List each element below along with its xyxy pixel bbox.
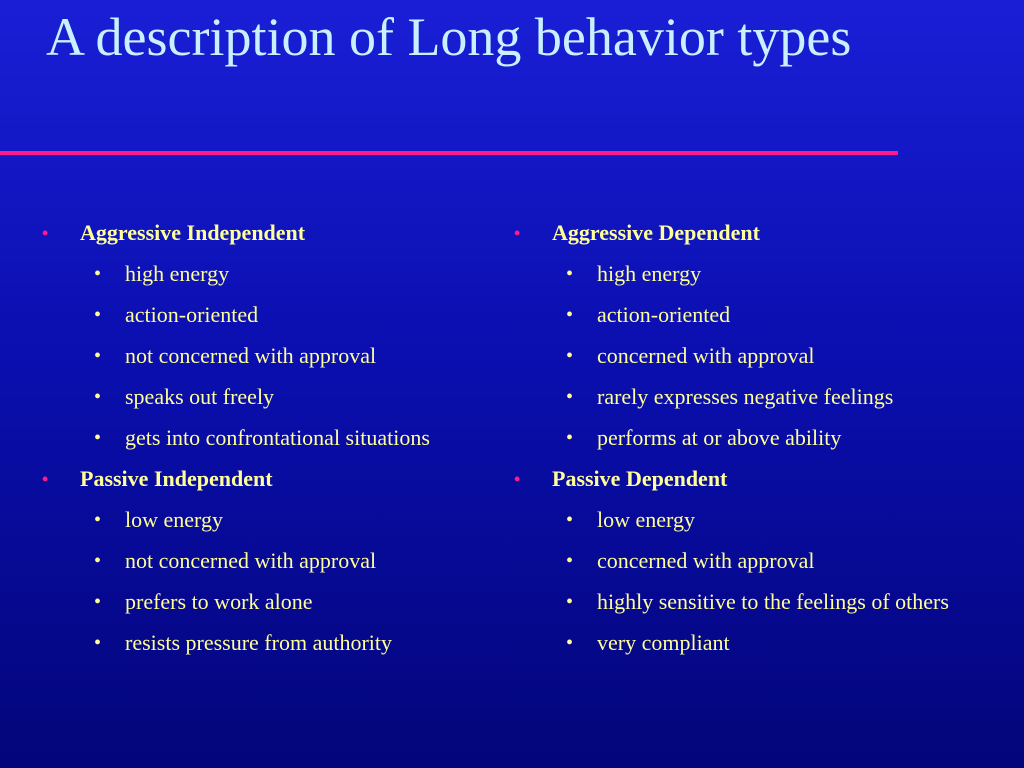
list-item-text: speaks out freely [125, 384, 275, 409]
list-item [42, 626, 482, 660]
list-item-text: not concerned with approval [125, 548, 377, 573]
list-item-text: low energy [597, 507, 695, 532]
bullet-icon: • [566, 304, 574, 326]
bullet-icon: • [94, 509, 102, 531]
list-item-text: action-oriented [125, 302, 259, 327]
list-item-text: concerned with approval [597, 548, 815, 573]
group-header [42, 462, 482, 503]
bullet-icon: • [94, 263, 102, 285]
group-header-label: Aggressive Independent [80, 220, 306, 245]
bullet-icon: • [94, 550, 102, 572]
bullet-icon: • [566, 509, 574, 531]
list-item [514, 380, 1004, 414]
bullet-icon: • [42, 469, 49, 489]
bullet-icon: • [566, 632, 574, 654]
group-header-label: Aggressive Dependent [552, 220, 760, 245]
bullet-icon: • [566, 386, 574, 408]
bullet-icon: • [94, 591, 102, 613]
group-passive-dependent [514, 462, 1004, 660]
list-item [42, 585, 482, 619]
right-column [514, 216, 1004, 667]
group-header-label: Passive Independent [80, 466, 273, 491]
list-item [42, 503, 482, 537]
bullet-icon: • [94, 632, 102, 654]
bullet-icon: • [566, 263, 574, 285]
list-item-text: gets into confrontational situations [125, 425, 430, 450]
list-item [42, 257, 482, 291]
list-item-text: rarely expresses negative feelings [597, 384, 894, 409]
bullet-icon: • [94, 427, 102, 449]
list-item-text: resists pressure from authority [125, 630, 392, 655]
list-item-text: prefers to work alone [125, 589, 313, 614]
list-item-text: low energy [125, 507, 223, 532]
list-item [514, 298, 1004, 332]
group-aggressive-independent [42, 216, 482, 455]
bullet-icon: • [94, 304, 102, 326]
list-item [42, 380, 482, 414]
list-item [514, 257, 1004, 291]
list-item-text: highly sensitive to the feelings of others [597, 589, 949, 614]
list-item-text: high energy [597, 261, 702, 286]
bullet-icon: • [566, 345, 574, 367]
list-item [514, 544, 1004, 578]
list-item [514, 503, 1004, 537]
list-item-text: performs at or above ability [597, 425, 842, 450]
list-item [514, 339, 1004, 373]
list-item [514, 421, 1004, 455]
bullet-icon: • [94, 345, 102, 367]
group-header [514, 216, 1004, 257]
list-item [42, 298, 482, 332]
bullet-icon: • [42, 223, 49, 243]
title-divider [0, 151, 898, 155]
group-aggressive-dependent [514, 216, 1004, 455]
list-item [514, 626, 1004, 660]
group-passive-independent [42, 462, 482, 660]
list-item-text: concerned with approval [597, 343, 815, 368]
group-header [42, 216, 482, 257]
list-item [42, 421, 482, 455]
list-item [42, 339, 482, 373]
bullet-icon: • [94, 386, 102, 408]
list-item [42, 544, 482, 578]
bullet-icon: • [566, 550, 574, 572]
list-item [514, 585, 1004, 619]
list-item-text: action-oriented [597, 302, 731, 327]
group-header [514, 462, 1004, 503]
bullet-icon: • [514, 223, 521, 243]
bullet-icon: • [566, 591, 574, 613]
left-column [42, 216, 482, 667]
bullet-icon: • [566, 427, 574, 449]
list-item-text: not concerned with approval [125, 343, 377, 368]
group-header-label: Passive Dependent [552, 466, 728, 491]
list-item-text: very compliant [597, 630, 730, 655]
slide-title: A description of Long behavior types [46, 7, 852, 67]
list-item-text: high energy [125, 261, 230, 286]
bullet-icon: • [514, 469, 521, 489]
